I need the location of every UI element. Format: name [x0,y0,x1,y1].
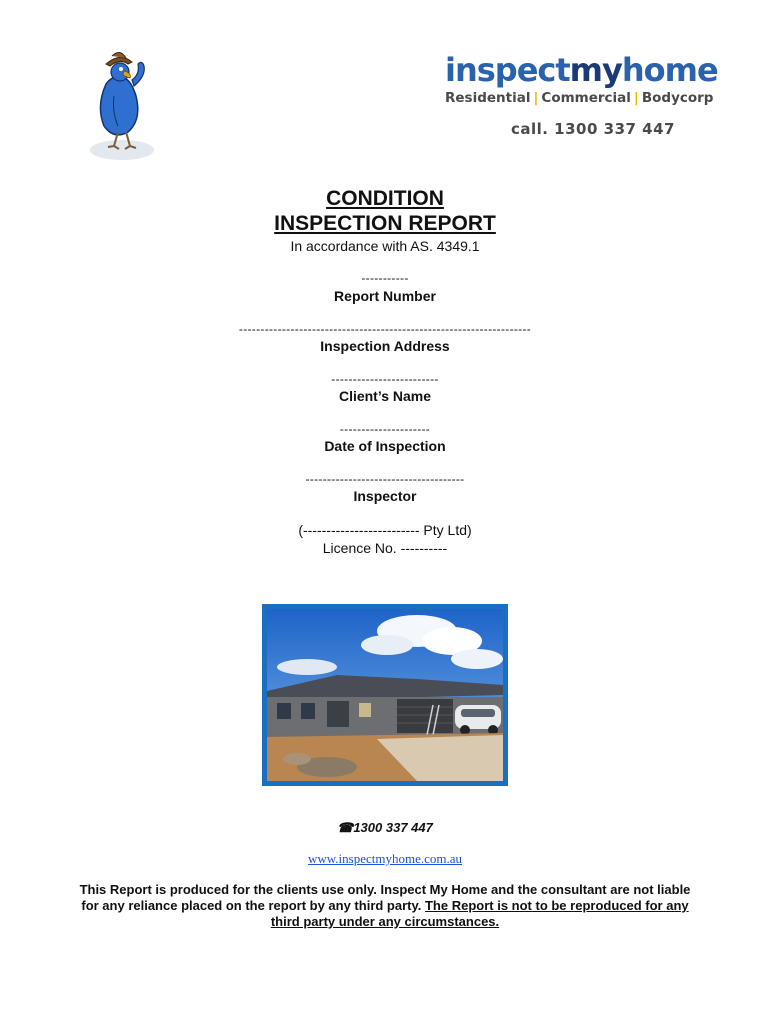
report-number-value: ----------- [361,271,409,285]
phone-icon: ☎ [337,820,354,835]
company-logo [445,51,718,138]
disclaimer-underlined: The Report is not to be reproduced for any third party under any circumstances. [270,898,689,929]
logo-call-number: call. 1300 337 447 [510,120,675,138]
accordance-standard: In accordance with AS. 4349.1 [290,238,480,254]
inspector-value: ------------------------------------- [305,472,465,486]
mascot-bird-logo [88,46,168,164]
website-link[interactable]: www.inspectmyhome.com.au [307,851,463,866]
client-name-label: Client’s Name [338,388,432,404]
house-photo [262,604,508,786]
logo-tagline: Residential | Commercial | Bodycorp [445,90,714,106]
contact-phone: ☎1300 337 447 [337,820,433,835]
company-name: (------------------------- Pty Ltd) [298,522,472,538]
inspection-date-label: Date of Inspection [324,438,446,454]
licence-number: Licence No. ---------- [322,540,448,556]
report-title-line2: INSPECTION REPORT [274,212,496,235]
disclaimer: This Report is produced for the clients use only. Inspect My Home and the consultant are not liable for any reliance placed on the report by any third party. The Report is not to be reproduced for any third party under any circumstances. [79,882,691,929]
logo-wordmark: inspectmyhome [445,51,718,89]
inspection-address-label: Inspection Address [320,338,450,354]
inspector-label: Inspector [353,488,417,504]
report-number-label: Report Number [334,288,436,304]
inspection-address-value: -------------------------------------------------------------------- [238,322,532,336]
website-line [0,850,770,868]
inspection-date-value: --------------------- [339,422,431,436]
report-title-line1: CONDITION [326,187,444,210]
client-name-value: ------------------------- [331,372,439,386]
